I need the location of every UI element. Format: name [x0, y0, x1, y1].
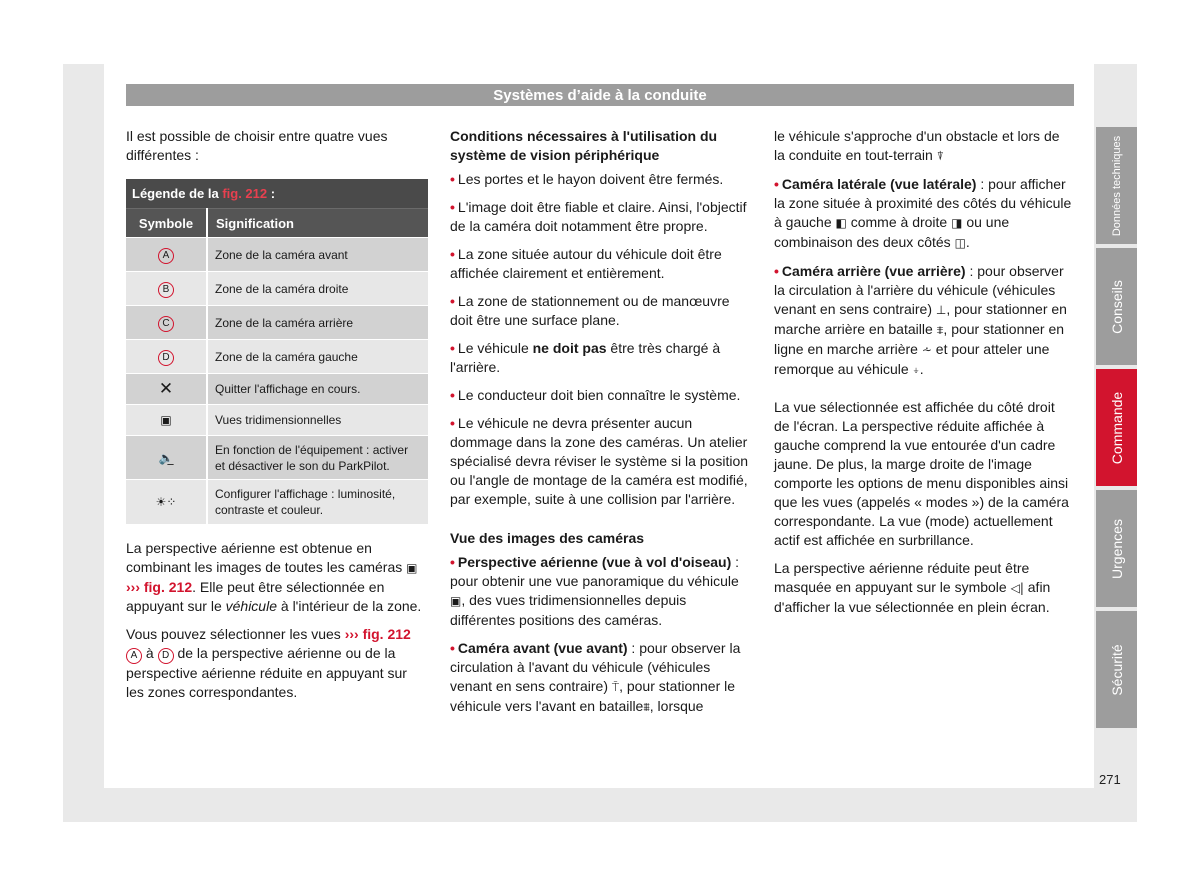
- bullet-item: [774, 175, 1074, 253]
- circle-c-icon: C: [158, 316, 174, 332]
- bullet-icon: •: [450, 640, 455, 656]
- circle-d-icon: D: [158, 648, 174, 664]
- section-header: Systèmes d’aide à la conduite: [126, 84, 1074, 106]
- legend-head-meaning: Signification: [207, 209, 428, 238]
- legend-meaning: Zone de la caméra gauche: [207, 340, 428, 374]
- right-side-icon: ◨: [951, 216, 963, 230]
- text-run: de la perspective aérienne ou de la perspective aérienne réduite en appuyant sur les zones correspondantes.: [126, 644, 407, 700]
- text-run: afin d'afficher la vue sélectionnée en plein écran.: [774, 579, 1051, 615]
- tab-securite[interactable]: [1096, 611, 1137, 728]
- legend-symbol-cell: [126, 374, 207, 405]
- text-emphasis: véhicule: [225, 597, 277, 614]
- camera-views-heading: Vue des images des caméras: [450, 530, 645, 546]
- bullet-icon: •: [450, 171, 455, 187]
- front-parking-icon: ⩩: [643, 700, 650, 714]
- front-traffic-icon: ⍑: [611, 680, 620, 694]
- bullet-text: Le véhicule ne devra présenter aucun dommage dans la zone des caméras. Un atelier spécialisé devra réviser le système si la position ou l'angle de montage de la caméra est modifié, par exemple, suite à une collision par l'arrière.: [450, 415, 749, 507]
- bullet-icon: •: [774, 176, 779, 192]
- bullet-title: Caméra latérale (vue latérale): [781, 176, 977, 192]
- legend-table: [126, 179, 428, 524]
- legend-symbol-cell: [126, 480, 207, 524]
- bullet-text: Le véhicule: [457, 340, 533, 356]
- bullet-title: Perspective aérienne (vue à vol d'oiseau): [457, 554, 732, 570]
- collapse-icon: ◁|: [1010, 581, 1024, 595]
- bullet-text: être très chargé à l'arrière.: [450, 340, 721, 375]
- legend-meaning: Vues tridimensionnelles: [207, 405, 428, 436]
- column-2: [450, 127, 750, 726]
- bullet-text: : pour obtenir une vue panoramique du véhicule: [450, 554, 740, 589]
- tab-commande[interactable]: [1096, 369, 1137, 486]
- rear-parking-icon: ⩨: [936, 323, 944, 337]
- text-run: à l'intérieur de la zone.: [277, 597, 422, 614]
- bullet-item: [450, 414, 750, 509]
- left-side-icon: ◧: [835, 216, 847, 230]
- legend-head-symbol: Symbole: [126, 209, 207, 238]
- bullet-item: [774, 262, 1074, 380]
- bullet-item: [450, 292, 750, 330]
- legend-meaning: Quitter l'affichage en cours.: [207, 374, 428, 405]
- legend-title-prefix: Légende de la: [132, 186, 223, 201]
- close-icon: ✕: [158, 378, 174, 399]
- legend-title: [126, 179, 428, 209]
- speaker-icon: 🔈̲: [158, 450, 174, 465]
- bullet-icon: •: [450, 415, 455, 431]
- bullet-text: , des vues tridimensionnelles depuis différentes positions des caméras.: [450, 592, 687, 628]
- text-run: le véhicule s'approche d'un obstacle et lors de la conduite en tout-terrain: [774, 128, 1060, 163]
- bullet-text: , pour stationner en ligne en marche arrière: [774, 321, 1065, 357]
- circle-a-icon: A: [126, 648, 142, 664]
- legend-title-suffix: :: [267, 186, 276, 201]
- column-1: [126, 127, 428, 711]
- tab-label: Commande: [1108, 391, 1125, 464]
- bullet-title: Caméra arrière (vue arrière): [781, 263, 966, 279]
- tab-label: Conseils: [1108, 279, 1125, 334]
- 3d-view-icon: ▣: [450, 594, 462, 608]
- brightness-icon: ☀⁘: [155, 494, 177, 509]
- bullet-text: : pour observer la circulation à l'arrière du véhicule (véhicules venant en sens contraire): [774, 263, 1064, 317]
- bullet-icon: •: [774, 263, 779, 279]
- bullet-text: .: [965, 234, 970, 250]
- legend-row: [126, 238, 428, 272]
- aerial-paragraph: [126, 539, 428, 616]
- bullet-item: [450, 553, 750, 630]
- bullet-text: , pour stationner en marche arrière en bataille: [774, 301, 1067, 337]
- tab-label: Urgences: [1108, 518, 1125, 579]
- bullet-text: , lorsque: [649, 698, 704, 714]
- legend-symbol-cell: [126, 238, 207, 272]
- text-run: La perspective aérienne réduite peut être masquée en appuyant sur le symbole: [774, 560, 1030, 595]
- offroad-icon: ⍒: [936, 149, 944, 163]
- circle-d-icon: D: [158, 350, 174, 366]
- parallel-parking-icon: ⩪: [921, 343, 932, 357]
- circle-b-icon: B: [158, 282, 174, 298]
- bullet-icon: •: [450, 554, 455, 570]
- legend-row: [126, 436, 428, 480]
- tab-conseils[interactable]: [1096, 248, 1137, 365]
- bullet-item: [450, 639, 750, 717]
- legend-meaning: Zone de la caméra droite: [207, 272, 428, 306]
- selected-view-paragraph: La vue sélectionnée est affichée du côté droit de l'écran. La perspective réduite affichée à gauche comprend la vue entourée d'un cadre jaune. De plus, la marge droite de l'image comporte les options de menu disponibles ainsi que les vues (appelés « modes ») de la caméra correspondante. La vue (mode) actuellement actif est affichée en surbrillance.: [774, 399, 1069, 548]
- fig-link[interactable]: ››› fig. 212: [126, 578, 193, 595]
- legend-symbol-cell: [126, 272, 207, 306]
- tab-urgences[interactable]: [1096, 490, 1137, 607]
- bullet-text: Le conducteur doit bien connaître le système.: [457, 387, 741, 403]
- legend-symbol-cell: [126, 340, 207, 374]
- bullet-text: : pour observer la circulation à l'avant du véhicule (véhicules venant en sens contraire): [450, 640, 741, 694]
- legend-meaning: Zone de la caméra avant: [207, 238, 428, 272]
- both-sides-icon: ◫: [954, 236, 966, 250]
- conditions-heading: Conditions nécessaires à l'utilisation du système de vision périphérique: [450, 128, 718, 163]
- bullet-icon: •: [450, 199, 455, 215]
- legend-symbol-cell: [126, 306, 207, 340]
- circle-a-icon: A: [158, 248, 174, 264]
- legend-row: [126, 374, 428, 405]
- continued-paragraph: [774, 127, 1074, 166]
- bullet-icon: •: [450, 387, 455, 403]
- 3d-view-icon: ▣: [406, 560, 418, 575]
- bullet-text: Les portes et le hayon doivent être fermés.: [457, 171, 724, 187]
- legend-row: [126, 405, 428, 436]
- bullet-text-bold: ne doit pas: [532, 340, 607, 356]
- tab-label: Sécurité: [1108, 643, 1125, 696]
- legend-row: [126, 480, 428, 524]
- legend-title-row: [126, 179, 428, 209]
- bullet-text: : pour afficher la zone située à proximité des côtés du véhicule à gauche: [774, 176, 1072, 230]
- legend-meaning: Zone de la caméra arrière: [207, 306, 428, 340]
- legend-row: [126, 340, 428, 374]
- text-run: Vous pouvez sélectionner les vues: [126, 625, 345, 642]
- legend-row: [126, 272, 428, 306]
- bullet-text: .: [919, 361, 924, 377]
- legend-symbol-cell: [126, 405, 207, 436]
- page-number: 271: [1099, 772, 1121, 787]
- trailer-hitch-icon: ⍖: [912, 363, 920, 377]
- legend-row: [126, 306, 428, 340]
- tab-donnees-techniques[interactable]: [1096, 127, 1137, 244]
- bullet-text: et pour atteler une remorque au véhicule: [774, 341, 1050, 377]
- legend-meaning: En fonction de l'équipement : activer et désactiver le son du ParkPilot.: [207, 436, 428, 480]
- text-run: . Elle peut être sélectionnée en appuyant sur le: [126, 578, 385, 614]
- bullet-item: [450, 339, 750, 377]
- bullet-text: comme à droite: [846, 214, 952, 230]
- bullet-text: La zone située autour du véhicule doit être affichée clairement et entièrement.: [450, 246, 722, 281]
- hide-perspective-paragraph: [774, 559, 1074, 617]
- legend-fig-link[interactable]: fig. 212: [222, 186, 268, 201]
- tab-label: Données techniques: [1110, 135, 1123, 236]
- bullet-text: L'image doit être fiable et claire. Ainsi, l'objectif de la caméra doit notamment être propre.: [450, 199, 747, 234]
- rear-traffic-icon: ⊥: [935, 303, 947, 317]
- bullet-title: Caméra avant (vue avant): [457, 640, 628, 656]
- select-views-paragraph: [126, 625, 428, 702]
- bullet-text: ou une combinaison des deux côtés: [774, 214, 1010, 250]
- text-run: à: [142, 644, 158, 661]
- bullet-icon: •: [450, 340, 455, 356]
- text-run: La perspective aérienne est obtenue en combinant les images de toutes les caméras: [126, 539, 407, 575]
- bullet-icon: •: [450, 293, 455, 309]
- 3d-view-icon: ▣: [160, 413, 172, 427]
- fig-link[interactable]: ››› fig. 212: [344, 625, 411, 642]
- bullet-text: , pour stationner le véhicule vers l'avant en bataille: [450, 678, 736, 714]
- legend-symbol-cell: [126, 436, 207, 480]
- intro-paragraph: Il est possible de choisir entre quatre vues différentes :: [126, 128, 388, 163]
- legend-header-row: [126, 209, 428, 238]
- bullet-item: [450, 245, 750, 283]
- legend-meaning: Configurer l'affichage : luminosité, contraste et couleur.: [207, 480, 428, 524]
- column-3: [774, 127, 1074, 626]
- bullet-text: La zone de stationnement ou de manœuvre doit être une surface plane.: [450, 293, 730, 328]
- bullet-item: [450, 386, 750, 405]
- bullet-icon: •: [450, 246, 455, 262]
- bullet-item: [450, 198, 750, 236]
- bullet-item: [450, 170, 750, 189]
